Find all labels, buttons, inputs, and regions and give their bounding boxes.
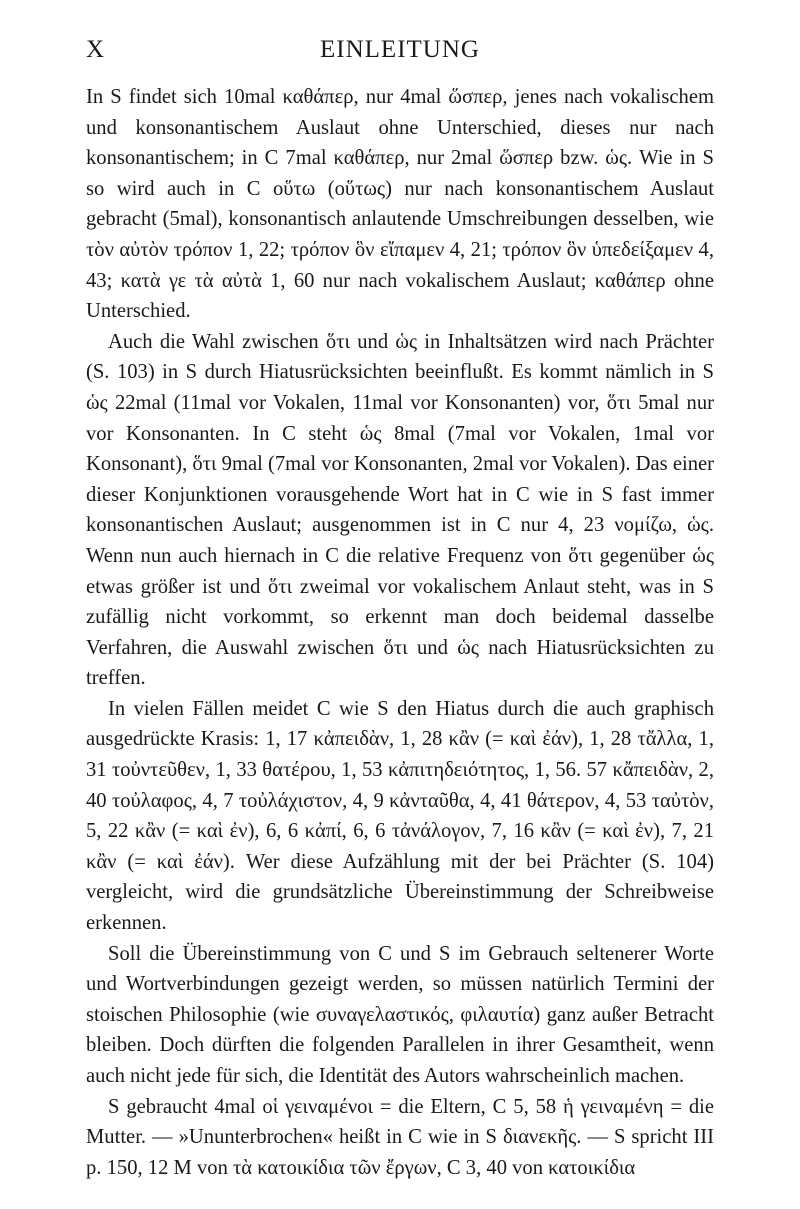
paragraph: Soll die Übereinstimmung von C und S im Gebrauch seltenerer Worte und Wortverbindungen gezeigt werden, so müssen natürlich Termini der stoischen Philosophie (wie συναγελαστικός, φιλαυτία) ganz außer Betracht bleiben. Doch dürften die folgenden Parallelen in ihrer Gesamtheit, wenn auch nicht jede für sich, die Identität des Autors wahrscheinlich machen. (86, 942, 714, 1087)
page-header (86, 36, 714, 70)
paragraph: In S findet sich 10mal καθάπερ, nur 4mal ὥσπερ, jenes nach vokalischem und konsonantischem Auslaut ohne Unterschied, dieses nur nach konsonantischem; in C 7mal καθάπερ, nur 2mal ὥσπερ bzw. ὡς. Wie in S so wird auch in C οὕτω (οὕτως) nur nach konsonantischem Auslaut gebracht (5mal), konsonantisch anlautende Umschreibungen desselben, wie τὸν αὐτὸν τρόπον 1, 22; τρόπον ὃν εἴπαμεν 4, 21; τρόπον ὃν ὑπεδείξαμεν 4, 43; κατὰ γε τὰ αὐτὰ 1, 60 nur nach vokalischem Auslaut; καθάπερ ohne Unterschied. (86, 86, 714, 323)
body-text (86, 82, 714, 1183)
running-title: EINLEITUNG (320, 36, 480, 63)
paragraph: In vielen Fällen meidet C wie S den Hiatus durch die auch graphisch ausgedrückte Krasis: 1, 17 κἀπειδὰν, 1, 28 κἂν (= καὶ ἐάν), 1, 28 τἄλλα, 1, 31 τοὐντεῦθεν, 1, 33 θατέρου, 1, 53 κἀπιτηδειότητος, 1, 56. 57 κἄπειδὰν, 2, 40 τοὐλαφος, 4, 7 τοὐλάχιστον, 4, 9 κἀνταῦθα, 4, 41 θάτερον, 4, 53 ταὐτὸν, 5, 22 κἂν (= καὶ ἐν), 6, 6 κἀπί, 6, 6 τἀνάλογον, 7, 16 κἂν (= καὶ ἐν), 7, 21 κἂν (= καὶ ἐάν). Wer diese Aufzählung mit der bei Prächter (S. 104) vergleicht, wird die grundsätzliche Übereinstimmung der Schreibweise erkennen. (86, 697, 714, 935)
page-number: X (86, 36, 105, 63)
paragraph: S gebraucht 4mal οἱ γειναμένοι = die Eltern, C 5, 58 ἡ γειναμένη = die Mutter. — »Ununterbrochen« heißt in C wie in S διανεκῆς. — S spricht III p. 150, 12 M von τὰ κατοικίδια τῶν ἔργων, C 3, 40 von κατοικίδια (86, 1095, 714, 1179)
paragraph: Auch die Wahl zwischen ὅτι und ὡς in Inhaltsätzen wird nach Prächter (S. 103) in S durch Hiatusrücksichten beeinflußt. Es kommt nämlich in S ὡς 22mal (11mal vor Vokalen, 11mal vor Konsonanten) vor, ὅτι 5mal nur vor Konsonanten. In C steht ὡς 8mal (7mal vor Vokalen, 1mal vor Konsonant), ὅτι 9mal (7mal vor Konsonanten, 2mal vor Vokalen). Das einer dieser Konjunktionen vorausgehende Wort hat in C wie in S fast immer konsonantischen Auslaut; ausgenommen ist in C nur 4, 23 νομίζω, ὡς. Wenn nun auch hiernach in C die relative Frequenz von ὅτι gegenüber ὡς etwas größer ist und ὅτι zweimal vor vokalischem Anlaut steht, was in S zufällig nicht vorkommt, so erkennt man doch beidemal dasselbe Verfahren, die Auswahl zwischen ὅτι und ὡς nach Hiatusrücksichten zu treffen. (86, 330, 714, 690)
